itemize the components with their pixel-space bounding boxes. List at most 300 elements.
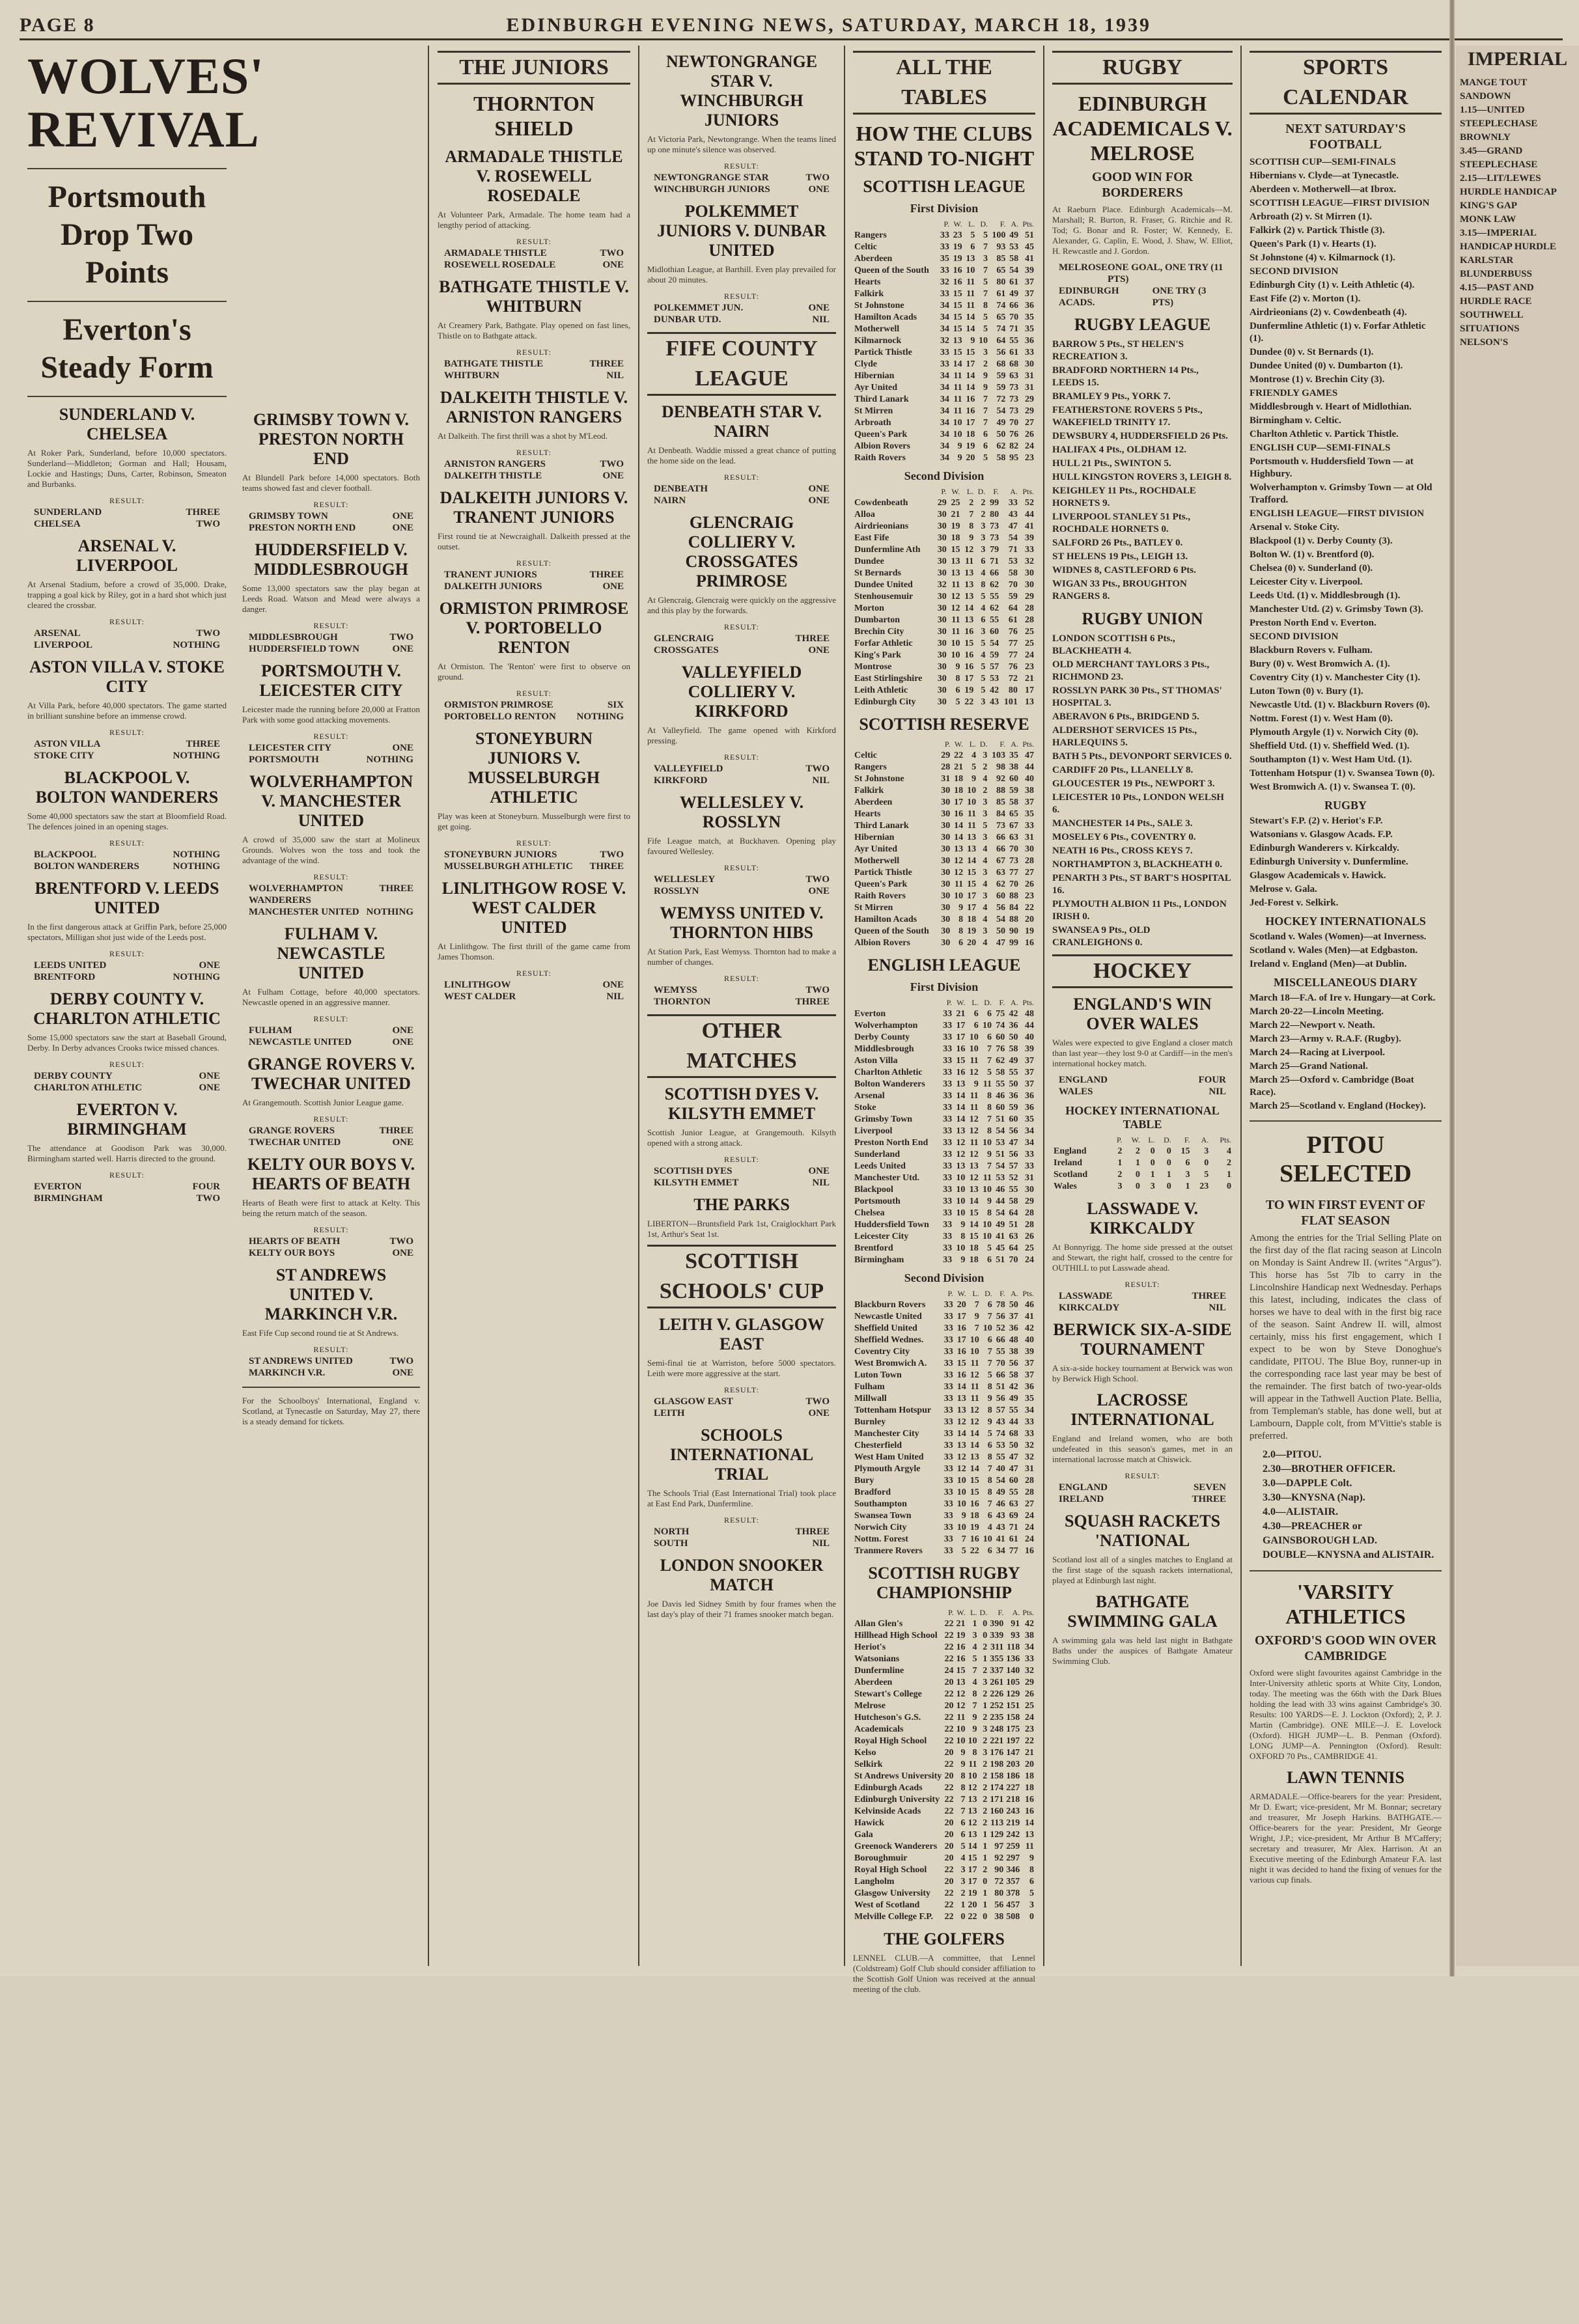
table-cell: 55 xyxy=(996,1452,1005,1462)
table-cell: Sunderland xyxy=(854,1150,901,1159)
result-row xyxy=(438,358,630,370)
division-title: First Division xyxy=(910,980,979,993)
table-row xyxy=(853,591,1035,603)
table-cell: 10 xyxy=(982,1021,992,1031)
table-row xyxy=(853,533,1035,544)
table-cell: Aberdeen xyxy=(854,797,893,807)
table-cell: 56 xyxy=(1009,1126,1018,1136)
fixture-line: Dunfermline Athletic (1) v. Forfar Athletic (1). xyxy=(1250,321,1426,344)
story-subtitle: TO WIN FIRST EVENT OF FLAT SEASON xyxy=(1265,1198,1426,1228)
table-cell: 8 xyxy=(983,301,988,311)
team-name: KIRKFORD xyxy=(654,775,708,786)
team-score: THREE xyxy=(795,997,830,1007)
column-2 xyxy=(234,404,428,2324)
table-cell: 15 xyxy=(956,1056,966,1066)
table-cell: 60 xyxy=(1009,1114,1018,1124)
result-row xyxy=(242,631,420,643)
table-row xyxy=(853,1137,1035,1149)
table-cell: 11 xyxy=(967,821,977,831)
race-selection: DOUBLE—KNYSNA and ALISTAIR. xyxy=(1263,1549,1434,1560)
table-cell: 20 xyxy=(1025,1760,1034,1769)
story-body: LENNEL CLUB.—A committee, that Lennel (Coldstream) Golf Club should consider affiliation to the Scottish Golf Union was received at the annual meeting of the club. xyxy=(853,1953,1035,1994)
story-body: LIBERTON—Bruntsfield Park 1st, Craiglockhart Park 1st, Arthur's Seat 1st. xyxy=(647,1219,836,1239)
table-cell: 13 xyxy=(964,568,974,578)
story-title: PITOU SELECTED xyxy=(1279,1131,1412,1187)
table-cell: 14 xyxy=(969,1220,979,1230)
fixture-line: Scotland v. Wales (Women)—at Inverness. xyxy=(1250,932,1427,942)
story-title: BATHGATE THISTLE V. WHITBURN xyxy=(439,277,629,316)
table-cell: 52 xyxy=(1025,498,1034,508)
team-name: NAIRN xyxy=(654,495,686,506)
table-cell: Aberdeen xyxy=(854,1678,893,1687)
paper-title: EDINBURGH EVENING NEWS, SATURDAY, MARCH 18, 1939 xyxy=(506,14,1152,36)
team-score: TWO xyxy=(196,1193,220,1204)
table-cell: 8 xyxy=(981,580,986,590)
story-title: KELTY OUR BOYS V. HEARTS OF BEATH xyxy=(247,1155,415,1193)
table-cell: 73 xyxy=(1009,383,1019,393)
edge-line: STEEPLECHASE xyxy=(1460,159,1538,170)
table-cell: Royal High School xyxy=(854,1736,927,1746)
league-table xyxy=(853,1607,1035,1923)
table-cell: 10 xyxy=(957,1487,966,1497)
table-cell: 58 xyxy=(1009,797,1018,807)
table-cell: 3 xyxy=(1185,1170,1190,1180)
edge-line: MANGE TOUT xyxy=(1460,77,1528,88)
table-cell: 19 xyxy=(956,1631,966,1640)
table-cell: 11 xyxy=(970,1382,979,1392)
result-row xyxy=(242,643,420,655)
table-header-row xyxy=(1052,1134,1233,1146)
team-score: TWO xyxy=(600,459,624,469)
table-cell: Hibernian xyxy=(854,371,895,381)
fixture-line: Watsonians v. Glasgow Acads. F.P. xyxy=(1250,829,1393,840)
result-label: RESULT: xyxy=(313,621,349,630)
table-cell: 30 xyxy=(1025,1185,1034,1195)
table-cell: Falkirk xyxy=(854,289,884,299)
table-cell: 13 xyxy=(951,568,960,578)
table-cell: 14 xyxy=(970,1429,979,1439)
team-name: WINCHBURGH JUNIORS xyxy=(654,184,770,195)
table-cell: 63 xyxy=(1009,371,1019,381)
table-cell: 18 xyxy=(966,430,975,439)
table-cell: 8 xyxy=(960,1783,966,1793)
table-cell: 174 xyxy=(990,1783,1004,1793)
table-cell: 21 xyxy=(954,762,964,772)
table-cell: St Mirren xyxy=(854,903,893,913)
table-row xyxy=(853,661,1035,673)
result-row xyxy=(242,1355,420,1367)
table-cell: 46 xyxy=(996,1185,1005,1195)
table-row xyxy=(853,1487,1035,1499)
table-cell: 16 xyxy=(957,1370,966,1380)
table-cell: Third Lanark xyxy=(854,394,909,404)
team-score: SIX xyxy=(607,700,624,710)
table-cell: 44 xyxy=(1025,510,1034,519)
table-cell: 18 xyxy=(954,774,964,784)
result-line: FEATHERSTONE ROVERS 5 Pts., WAKEFIELD TRINITY 17. xyxy=(1052,405,1203,428)
match-result xyxy=(1052,1470,1233,1505)
table-row xyxy=(853,230,1035,242)
team-name: ARNISTON RANGERS xyxy=(444,459,546,469)
table-cell: 22 xyxy=(944,1783,954,1793)
table-cell: 6 xyxy=(973,1009,979,1019)
table-cell: 48 xyxy=(1009,1335,1018,1345)
team-name: ARMADALE THISTLE xyxy=(444,248,547,258)
column-header: F. xyxy=(998,1608,1004,1617)
table-cell: 33 xyxy=(943,1476,953,1486)
team-score: ONE xyxy=(392,523,413,533)
table-cell: Manchester City xyxy=(854,1429,919,1439)
table-cell: Bolton Wanderers xyxy=(854,1079,925,1089)
column-header: Pts. xyxy=(1022,998,1034,1007)
table-cell: 22 xyxy=(944,1689,954,1699)
table-cell: 19 xyxy=(964,685,974,695)
team-score: NIL xyxy=(606,370,624,381)
table-cell: 35 xyxy=(1025,809,1034,819)
story-body: Semi-final tie at Warriston, before 5000 spectators. Leith were more aggressive at the start. xyxy=(647,1358,836,1378)
column-header: F. xyxy=(999,1289,1005,1298)
result-line: SWANSEA 9 Pts., OLD CRANLEIGHONS 0. xyxy=(1052,925,1151,948)
table-cell: 15 xyxy=(953,312,962,322)
column-header xyxy=(853,218,938,230)
table-cell: 186 xyxy=(1006,1771,1020,1781)
table-row xyxy=(853,1876,1035,1888)
table-cell: 12 xyxy=(954,856,964,866)
table-cell: 32 xyxy=(940,277,949,287)
team-score: THREE xyxy=(186,507,220,518)
table-cell: 30 xyxy=(937,521,947,531)
table-cell: 5 xyxy=(983,277,988,287)
table-cell: 16 xyxy=(957,1323,966,1333)
table-row xyxy=(853,1618,1035,1630)
table-row xyxy=(853,521,1035,533)
table-cell: 16 xyxy=(964,662,974,672)
table-cell: 0 xyxy=(983,1877,988,1887)
table-cell: 11 xyxy=(953,406,962,416)
column-header: P. xyxy=(948,1608,954,1617)
story-body: At Denbeath. Waddie missed a great chance of putting the home side on the lead. xyxy=(647,445,836,465)
table-cell: 14 xyxy=(964,603,974,613)
table-cell: 4 xyxy=(960,1853,966,1863)
story-title: ORMISTON PRIMROSE V. PORTOBELLO RENTON xyxy=(439,599,629,657)
table-row xyxy=(853,1126,1035,1137)
table-cell: 11 xyxy=(966,289,975,299)
table-cell: Hearts xyxy=(854,277,881,287)
result-row xyxy=(242,1137,420,1148)
table-row xyxy=(853,1417,1035,1428)
team-name: CHARLTON ATHLETIC xyxy=(34,1083,143,1093)
team-score: THREE xyxy=(1192,1494,1226,1504)
table-cell: Selkirk xyxy=(854,1760,883,1769)
table-cell: 6 xyxy=(987,1511,992,1521)
result-row xyxy=(647,633,836,644)
column-header: Pts. xyxy=(1022,740,1034,749)
table-cell: 62 xyxy=(996,1056,1005,1066)
match-result xyxy=(242,620,420,655)
team-score: THREE xyxy=(379,883,413,894)
table-cell: 33 xyxy=(1025,1417,1034,1427)
footer-note: For the Schoolboys' International, England v. Scotland, at Tynecastle on Saturday, May 27, there is a steady demand for tickets. xyxy=(242,1396,420,1426)
table-cell: 2 xyxy=(981,510,986,519)
table-row xyxy=(853,891,1035,902)
table-cell: Ayr United xyxy=(854,383,897,393)
table-cell: 5 xyxy=(986,1068,992,1077)
table-cell: 3 xyxy=(981,697,986,707)
result-row xyxy=(438,979,630,991)
fixture-line: Montrose (1) v. Brechin City (3). xyxy=(1250,374,1385,385)
story-body: At Dalkeith. The first thrill was a shot by M'Leod. xyxy=(438,431,608,441)
table-cell: 22 xyxy=(944,1912,954,1922)
table-cell: 10 xyxy=(956,1243,966,1253)
table-cell: 55 xyxy=(990,615,999,625)
table-cell: 63 xyxy=(996,868,1006,878)
table-cell: 10 xyxy=(957,1523,966,1532)
result-row xyxy=(647,1177,836,1189)
match-result: ENGLAND FOUR WALES NIL xyxy=(1059,1075,1226,1097)
table-cell: 33 xyxy=(943,1208,953,1218)
story-title: SCHOOLS INTERNATIONAL TRIAL xyxy=(669,1426,814,1484)
team-name: KIRKCALDY xyxy=(1059,1303,1120,1313)
result-line: ST HELENS 19 Pts., LEIGH 13. xyxy=(1052,551,1188,562)
table-cell: 20 xyxy=(944,1771,954,1781)
table-cell: 32 xyxy=(940,336,949,346)
table-row xyxy=(853,809,1035,820)
table-cell: 30 xyxy=(937,685,947,695)
table-cell: 1 xyxy=(983,1853,988,1863)
table-cell: 9 xyxy=(960,1748,966,1758)
team-name: DALKEITH THISTLE xyxy=(444,471,542,481)
table-cell: Norwich City xyxy=(854,1523,907,1532)
story-body: Some 15,000 spectators saw the start at Baseball Ground, Derby. In Derby advances Crooks twice missed chances. xyxy=(27,1032,227,1053)
table-cell: 18 xyxy=(954,786,964,795)
table-cell: 35 xyxy=(1025,1114,1034,1124)
table-row xyxy=(853,1243,1035,1254)
table-cell: 33 xyxy=(943,1032,953,1042)
team-score: NOTHING xyxy=(173,972,220,982)
table-cell: 26 xyxy=(1025,430,1034,439)
table-cell: 34 xyxy=(940,441,949,451)
table-cell: 32 xyxy=(1025,1666,1034,1676)
table-cell: 37 xyxy=(1025,1370,1034,1380)
table-cell: 13 xyxy=(964,615,974,625)
table-cell: 40 xyxy=(1025,1032,1034,1042)
table-cell: 28 xyxy=(1025,856,1034,866)
team-score: ONE xyxy=(392,1025,413,1036)
table-row xyxy=(853,1642,1035,1653)
table-cell: 25 xyxy=(1025,1701,1034,1711)
fixture-line: Southampton (1) v. West Ham Utd. (1). xyxy=(1250,754,1412,765)
table-cell: 1 xyxy=(983,1900,988,1910)
table-cell: 5 xyxy=(981,674,986,684)
story-body: East Fife Cup second round tie at St Andrews. xyxy=(242,1328,399,1338)
table-cell: 44 xyxy=(1025,1021,1034,1031)
table-cell: 25 xyxy=(1025,627,1034,637)
team-name: TWECHAR UNITED xyxy=(249,1137,341,1148)
table-cell: 91 xyxy=(1011,1619,1020,1629)
table-cell: 29 xyxy=(1025,394,1034,404)
table-cell: 20 xyxy=(957,1300,966,1310)
result-line: DEWSBURY 4, HUDDERSFIELD 26 Pts. xyxy=(1052,431,1228,441)
table-cell: 19 xyxy=(968,1888,977,1898)
table-cell: 31 xyxy=(1025,1464,1034,1474)
table-cell: 57 xyxy=(996,1405,1005,1415)
match-result xyxy=(647,290,836,325)
team-score: NOTHING xyxy=(173,861,220,872)
table-cell: 53 xyxy=(1008,557,1018,566)
table-cell: 1 xyxy=(983,1830,988,1840)
table-cell: 10 xyxy=(957,1499,966,1509)
table-cell: East Fife xyxy=(854,533,889,543)
table-cell: 11 xyxy=(970,1359,979,1368)
table-cell: 8 xyxy=(972,1748,977,1758)
table-cell: 30 xyxy=(937,615,947,625)
story-title: ST ANDREWS UNITED V. MARKINCH V.R. xyxy=(264,1266,398,1323)
result-row xyxy=(27,1181,227,1193)
table-cell: 17 xyxy=(956,1032,966,1042)
table-cell: 30 xyxy=(941,868,951,878)
match-result xyxy=(438,447,630,482)
result-row xyxy=(27,1082,227,1094)
table-cell: 93 xyxy=(996,242,1006,252)
table-cell: 27 xyxy=(1025,868,1034,878)
table-cell: 9 xyxy=(983,383,988,393)
edge-line: SOUTHWELL xyxy=(1460,310,1524,320)
table-cell: 9 xyxy=(983,371,988,381)
fixture-line: March 23—Army v. R.A.F. (Rugby). xyxy=(1250,1034,1401,1044)
team-score: NOTHING xyxy=(576,712,624,722)
table-cell: Leicester City xyxy=(854,1232,909,1241)
table-cell: 37 xyxy=(1009,1312,1018,1321)
table-cell: Newcastle United xyxy=(854,1312,922,1321)
table-cell: 390 xyxy=(990,1619,1004,1629)
match-result xyxy=(27,1169,227,1204)
table-cell: 3 xyxy=(983,809,988,819)
table-cell: 7 xyxy=(983,394,988,404)
result-row xyxy=(27,971,227,983)
table-cell: 0 xyxy=(1204,1158,1209,1168)
team-name: LINLITHGOW xyxy=(444,980,511,990)
story-title: ASTON VILLA V. STOKE CITY xyxy=(29,657,225,696)
divider xyxy=(27,168,227,169)
table-cell: 30 xyxy=(937,557,947,566)
table-cell: 13 xyxy=(964,592,974,602)
table-cell: 35 xyxy=(1009,751,1018,760)
column-header: Pts. xyxy=(1022,487,1034,496)
table-cell: 6 xyxy=(986,1255,992,1265)
table-cell: 70 xyxy=(1009,844,1018,854)
table-cell: Langholm xyxy=(854,1877,895,1887)
story-subtitle: GOOD WIN FOR BORDERERS xyxy=(1091,170,1194,200)
table-row xyxy=(853,1299,1035,1311)
table-row xyxy=(1052,1146,1233,1157)
table-row xyxy=(853,242,1035,253)
story-title: ENGLAND'S WIN OVER WALES xyxy=(1073,995,1212,1033)
table-cell: 38 xyxy=(1009,1347,1018,1357)
table-cell: Dunfermline xyxy=(854,1666,904,1676)
table-cell: 10 xyxy=(951,650,960,660)
column-rule xyxy=(428,46,429,1966)
table-cell: 243 xyxy=(1006,1806,1020,1816)
table-row xyxy=(853,1829,1035,1841)
table-cell: 5 xyxy=(971,762,977,772)
table-cell: 14 xyxy=(966,371,975,381)
table-cell: 33 xyxy=(943,1359,953,1368)
team-score: NOTHING xyxy=(366,754,413,765)
table-cell: 0 xyxy=(1166,1146,1171,1156)
table-cell: 8 xyxy=(987,1452,992,1462)
result-row xyxy=(647,314,836,325)
table-row xyxy=(853,1864,1035,1876)
table-cell: 15 xyxy=(969,1208,979,1218)
story-list xyxy=(438,147,630,1003)
story-body: At Raeburn Place. Edinburgh Academicals—M. Marshall; R. Burton, R. Fraser, G. Ritchie and R. Tod; G. Bonar and R. Foster; W. Kennedy, E. Alexander, G. Caplin, E. Wood, J. Shaw, W. Elliot, H. Rewcastle and J. Gordon. xyxy=(1052,204,1233,256)
table-cell: 54 xyxy=(996,1208,1005,1218)
table-cell: 118 xyxy=(1007,1642,1020,1652)
team-name: PRESTON NORTH END xyxy=(249,523,356,533)
table-cell: 22 xyxy=(970,1546,979,1556)
table-cell: 17 xyxy=(964,674,974,684)
table-cell: St Andrews University xyxy=(854,1771,942,1781)
story-title: POLKEMMET JUNIORS V. DUNBAR UNITED xyxy=(657,202,826,260)
story-title: SUNDERLAND V. CHELSEA xyxy=(59,405,195,443)
team-score: TWO xyxy=(600,248,624,258)
table-cell: 10 xyxy=(967,797,977,807)
column-header: D. xyxy=(977,487,986,496)
table-cell: 53 xyxy=(996,1138,1005,1148)
league-table xyxy=(853,1288,1035,1557)
table-cell: 8 xyxy=(987,1476,992,1486)
table-cell: 9 xyxy=(955,662,960,672)
table-cell: 1 xyxy=(1150,1170,1155,1180)
fixture-line: Edinburgh City (1) v. Leith Athletic (4). xyxy=(1250,280,1415,290)
table-cell: 7 xyxy=(987,1499,992,1509)
table-cell: 55 xyxy=(1009,1405,1018,1415)
table-cell: Everton xyxy=(854,1009,886,1019)
table-cell: 18 xyxy=(951,533,960,543)
story-title: PORTSMOUTH V. LEICESTER CITY xyxy=(259,661,403,700)
result-row xyxy=(242,522,420,534)
result-row xyxy=(647,644,836,656)
table-cell: 0 xyxy=(1227,1182,1231,1191)
team-score: NIL xyxy=(812,314,830,325)
fixture-line: St Johnstone (4) v. Kilmarnock (1). xyxy=(1250,253,1395,263)
table-cell: 457 xyxy=(1006,1900,1020,1910)
table-cell: 7 xyxy=(983,266,988,275)
result-row xyxy=(27,1070,227,1082)
table-cell: 39 xyxy=(1025,1347,1034,1357)
race-selection: 4.30—PREACHER or GAINSBOROUGH LAD. xyxy=(1263,1521,1378,1546)
table-cell: 0 xyxy=(1135,1170,1140,1180)
table-row xyxy=(853,1853,1035,1864)
table-cell: 65 xyxy=(996,266,1006,275)
table-cell: 62 xyxy=(996,441,1006,451)
table-cell: 3 xyxy=(1117,1182,1123,1191)
story-body: Midlothian League, at Barthill. Even play prevailed for about 20 minutes. xyxy=(647,264,836,284)
table-cell: 21 xyxy=(956,1619,966,1629)
table-cell: 33 xyxy=(943,1487,953,1497)
result-row xyxy=(438,699,630,711)
table-cell: 7 xyxy=(969,510,974,519)
table-cell: 13 xyxy=(951,557,960,566)
table-cell: 355 xyxy=(990,1654,1004,1664)
table-cell: 30 xyxy=(941,821,951,831)
table-cell: 14 xyxy=(956,1114,966,1124)
table-cell: Dumbarton xyxy=(854,615,901,625)
table-cell: 6 xyxy=(1185,1158,1190,1168)
table-cell: 59 xyxy=(1008,592,1018,602)
table-cell: 10 xyxy=(953,430,962,439)
table-cell: 17 xyxy=(966,359,975,369)
